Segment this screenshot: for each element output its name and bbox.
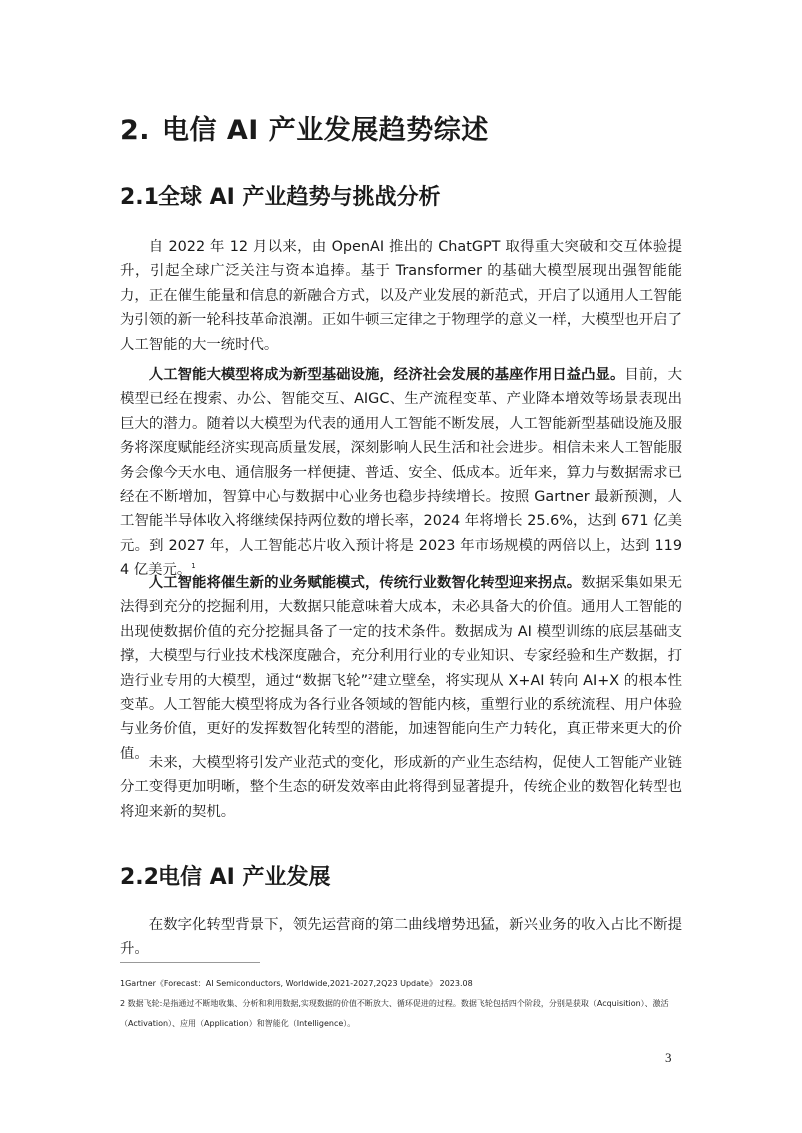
paragraph-text: 目前，大模型已经在搜索、办公、智能交互、AIGC、生产流程变革、产业降本增效等场景表现出巨大的潜力。随着以大模型为代表的通用人工智能不断发展，人工智能新型基础设施及服务将深度赋能经济实现高质量发展，深刻影响人民生活和社会进步。相信未来人工智能服务会像今天水电、通信服务一样便捷、普适、安全、低成本。近年来，算力与数据需求已经在不断增加，智算中心与数据中心业务也稳步持续增长。按照 Gartner 最新预测，人工智能半导体收入将继续保持两位数的增长率，2024 年将增长 25.6%，达到 671 亿美元。到 2027 年，人工智能芯片收入预计将是 2023 年市场规模的两倍以上，达到 1194 亿美元。 (120, 367, 682, 579)
section-number: 2.2 (120, 865, 159, 890)
paragraph-3 (120, 571, 682, 766)
chapter-title: 电信 AI 产业发展趋势综述 (162, 115, 489, 146)
footnote-divider (120, 962, 260, 963)
section-heading-2-2 (120, 860, 331, 891)
paragraph-1 (120, 235, 682, 357)
section-title: 全球 AI 产业趋势与挑战分析 (158, 185, 441, 210)
paragraph-text: 数据采集如果无法得到充分的挖掘利用，大数据只能意味着大成本，未必具备大的价值。通用人工智能的出现使数据价值的充分挖掘具备了一定的技术条件。数据成为 AI 模型训练的底层基础支撑，大模型与行业技术栈深度融合，充分利用行业的专业知识、专家经验和生产数据，打造行业专用的大模型，通过“数据飞轮” (120, 575, 682, 689)
footnote-mark-2[interactable]: 2 (368, 672, 373, 681)
paragraph-text: 自 2022 年 12 月以来，由 OpenAI 推出的 ChatGPT 取得重大突破和交互体验提升，引起全球广泛关注与资本追捧。基于 Transformer 的基础大模型展现出强智能能力，正在催生能量和信息的新融合方式，以及产业发展的新范式，开启了以通用人工智能为引领的新一轮科技革命浪潮。正如牛顿三定律之于物理学的意义一样，大模型也开启了人工智能的大一统时代。 (120, 239, 682, 353)
paragraph-text-continued: 建立壁垒，将实现从 X+AI 转向 AI+X 的根本性变革。人工智能大模型将成为各行业各领域的智能内核，重塑行业的系统流程、用户体验与业务价值，更好的发挥数智化转型的潜能，加速智能向生产力转化，真正带来更大的价值。 (120, 672, 682, 762)
paragraph-4 (120, 751, 682, 824)
footnotes (120, 974, 690, 1034)
paragraph-5 (120, 913, 682, 962)
paragraph-lead-bold: 人工智能大模型将成为新型基础设施，经济社会发展的基座作用日益凸显。 (148, 367, 625, 383)
chapter-number: 2. (120, 115, 151, 146)
section-heading-2-1 (120, 180, 441, 211)
paragraph-lead-bold: 人工智能将催生新的业务赋能模式，传统行业数智化转型迎来拐点。 (148, 575, 582, 591)
paragraph-2 (120, 363, 682, 583)
paragraph-text: 在数字化转型背景下，领先运营商的第二曲线增势迅猛，新兴业务的收入占比不断提升。 (120, 917, 682, 958)
paragraph-text: 未来，大模型将引发产业范式的变化，形成新的产业生态结构，促使人工智能产业链分工变得更加明晰，整个生态的研发效率由此将得到显著提升，传统企业的数智化转型也将迎来新的契机。 (120, 755, 682, 820)
section-number: 2.1 (120, 185, 159, 210)
footnote-mark-1[interactable]: 1 (191, 562, 196, 571)
chapter-heading (120, 108, 489, 147)
page-number: 3 (665, 1050, 672, 1065)
section-title: 电信 AI 产业发展 (158, 865, 331, 890)
footnote-1: 1Gartner《Forecast：AI Semiconductors, Worldwide,2021-2027,2Q23 Update》 2023.08 (120, 979, 473, 988)
footnote-2: 2 数据飞轮:是指通过不断地收集、分析和利用数据,实现数据的价值不断放大、循环促进的过程。数据飞轮包括四个阶段，分别是获取（Acquisition）、激活（Activation）、应用（Application）和智能化（Intelligence）。 (120, 999, 669, 1028)
